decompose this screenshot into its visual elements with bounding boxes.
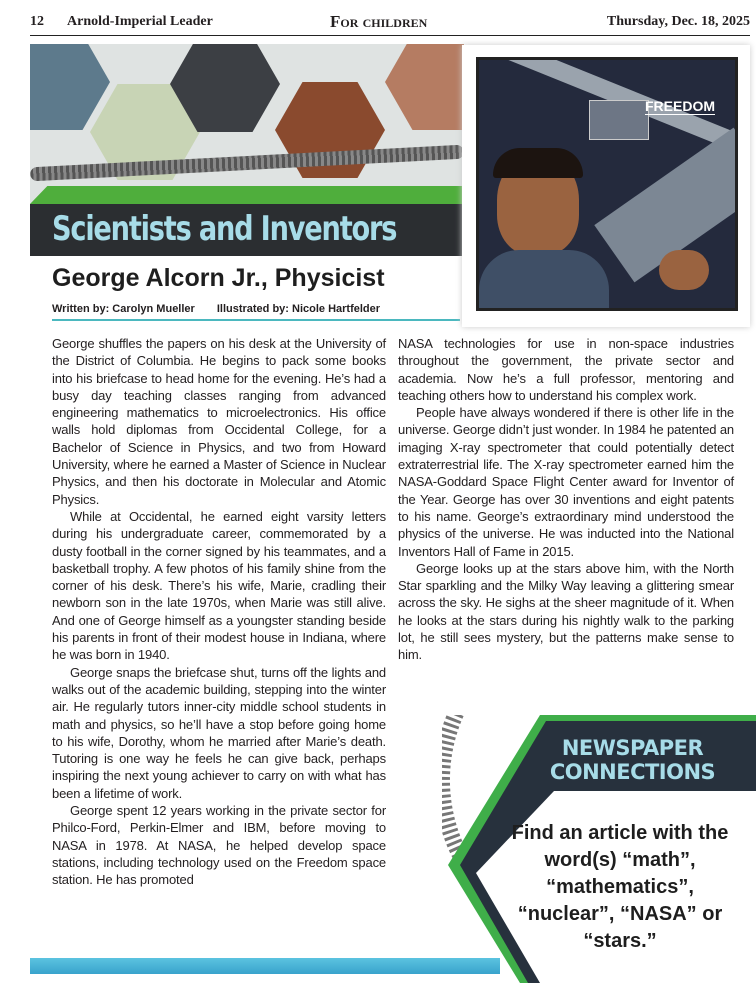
paper-name: Arnold-Imperial Leader bbox=[67, 14, 213, 29]
freedom-label: FREEDOM bbox=[645, 98, 715, 114]
paragraph: George shuffles the papers on his desk at the University of the District of Columbia. He begins to pack some books into his briefcase to head home for the evening. He’s had a busy day teaching classes ranging from advanced engineering mathematics to microelectronics. His office walls hold diplomas from Occidental College, for a Bachelor of Science in Physics, and two from Howard University, where he earned a Master of Science in Nuclear Physics, and then his doctorate in Molecular and Atomic Physics. bbox=[52, 336, 386, 507]
series-banner bbox=[30, 204, 464, 256]
newspaper-connections-heading bbox=[545, 736, 720, 784]
section-name: For children bbox=[330, 12, 428, 31]
right-column-area bbox=[398, 335, 756, 983]
series-title: Scientists and Inventors bbox=[52, 209, 397, 249]
bottom-stripe bbox=[30, 958, 500, 974]
green-stripe bbox=[30, 186, 464, 204]
space-scene bbox=[476, 57, 738, 311]
article-column-2 bbox=[398, 335, 734, 664]
scientist-hair bbox=[493, 148, 583, 178]
header-illustration bbox=[30, 44, 464, 204]
scientist-suit bbox=[479, 250, 609, 311]
author: Written by: Carolyn Mueller bbox=[52, 303, 195, 315]
paragraph: George looks up at the stars above him, with the North Star sparkling and the Milky Way leaving a glittering smear across the sky. He sighs at the sheer magnitude of it. When he looks at the stars during his nightly walk to the parking lot, he still sees mystery, but the patterns make sense to him. bbox=[398, 560, 734, 663]
newspaper-connections-panel bbox=[442, 715, 756, 983]
paragraph: George snaps the briefcase shut, turns off the lights and walks out of the academic building, stepping into the winter air. He regularly tutors inner-city middle school students in math and physics, so he’ll have a stop before going home to his wife, Dorothy, whom he married after Marie’s death. Tutoring is one way he feels he can give back, perhaps inspiring the next young achiever to carry on with what has been a lifetime of work. bbox=[52, 664, 386, 801]
paragraph: NASA technologies for use in non-space industries throughout the government, the private sector and academia. Now he’s a full professor, mentoring and teaching others how to understand his complex work. bbox=[398, 336, 734, 403]
paragraph: George spent 12 years working in the private sector for Philco-Ford, Perkin-Elmer and IBM, before moving to NASA in 1978. At NASA, he helped develop space stations, including technology used on the Freedom space station. He has promoted bbox=[52, 803, 386, 888]
article-column-1 bbox=[52, 335, 386, 889]
paragraph: People have always wondered if there is other life in the universe. George didn’t just wonder. In 1984 he patented an imaging X-ray spectrometer that could potentially detect extraterrestrial life. The X-ray spectrometer earned him the NASA-Goddard Space Flight Center award for Inventor of the Year. George has over 30 inventions and eight patents to his name. George’s extraordinary mind understood the physics of the universe. He was inducted into the National Inventors Hall of Fame in 2015. bbox=[398, 405, 734, 559]
illustrator: Illustrated by: Nicole Hartfelder bbox=[216, 303, 381, 315]
headline: George Alcorn Jr., Physicist bbox=[52, 264, 385, 292]
issue-date: Thursday, Dec. 18, 2025 bbox=[606, 14, 750, 29]
tube-decoration bbox=[30, 145, 464, 182]
divider bbox=[52, 319, 460, 321]
heading-line: NEWSPAPER bbox=[561, 736, 704, 760]
byline bbox=[52, 303, 380, 315]
paragraph: While at Occidental, he earned eight varsity letters during his undergraduate career, commemorated by a dusty football in the corner signed by his teammates, and a basketball trophy. A few photos of his family shine from the corner of his desk. There’s his wife, Marie, cradling their newborn son in the late 1970s, when Marie was still alive. And one of George himself as a youngster standing beside his parents in front of their modest house in Indiana, where he was born in 1940. bbox=[52, 508, 386, 663]
heading-line: CONNECTIONS bbox=[549, 760, 716, 784]
portrait-illustration bbox=[462, 45, 750, 327]
scientist-hand bbox=[659, 250, 709, 290]
newspaper-connections-prompt: Find an article with the word(s) “math”, “mathematics”, “nuclear”, “NASA” or “stars.” bbox=[511, 822, 729, 952]
solar-panel bbox=[589, 100, 649, 140]
hex-image bbox=[30, 44, 110, 130]
page-number: 12 bbox=[30, 14, 44, 29]
masthead bbox=[30, 12, 750, 36]
hex-image bbox=[385, 44, 464, 130]
